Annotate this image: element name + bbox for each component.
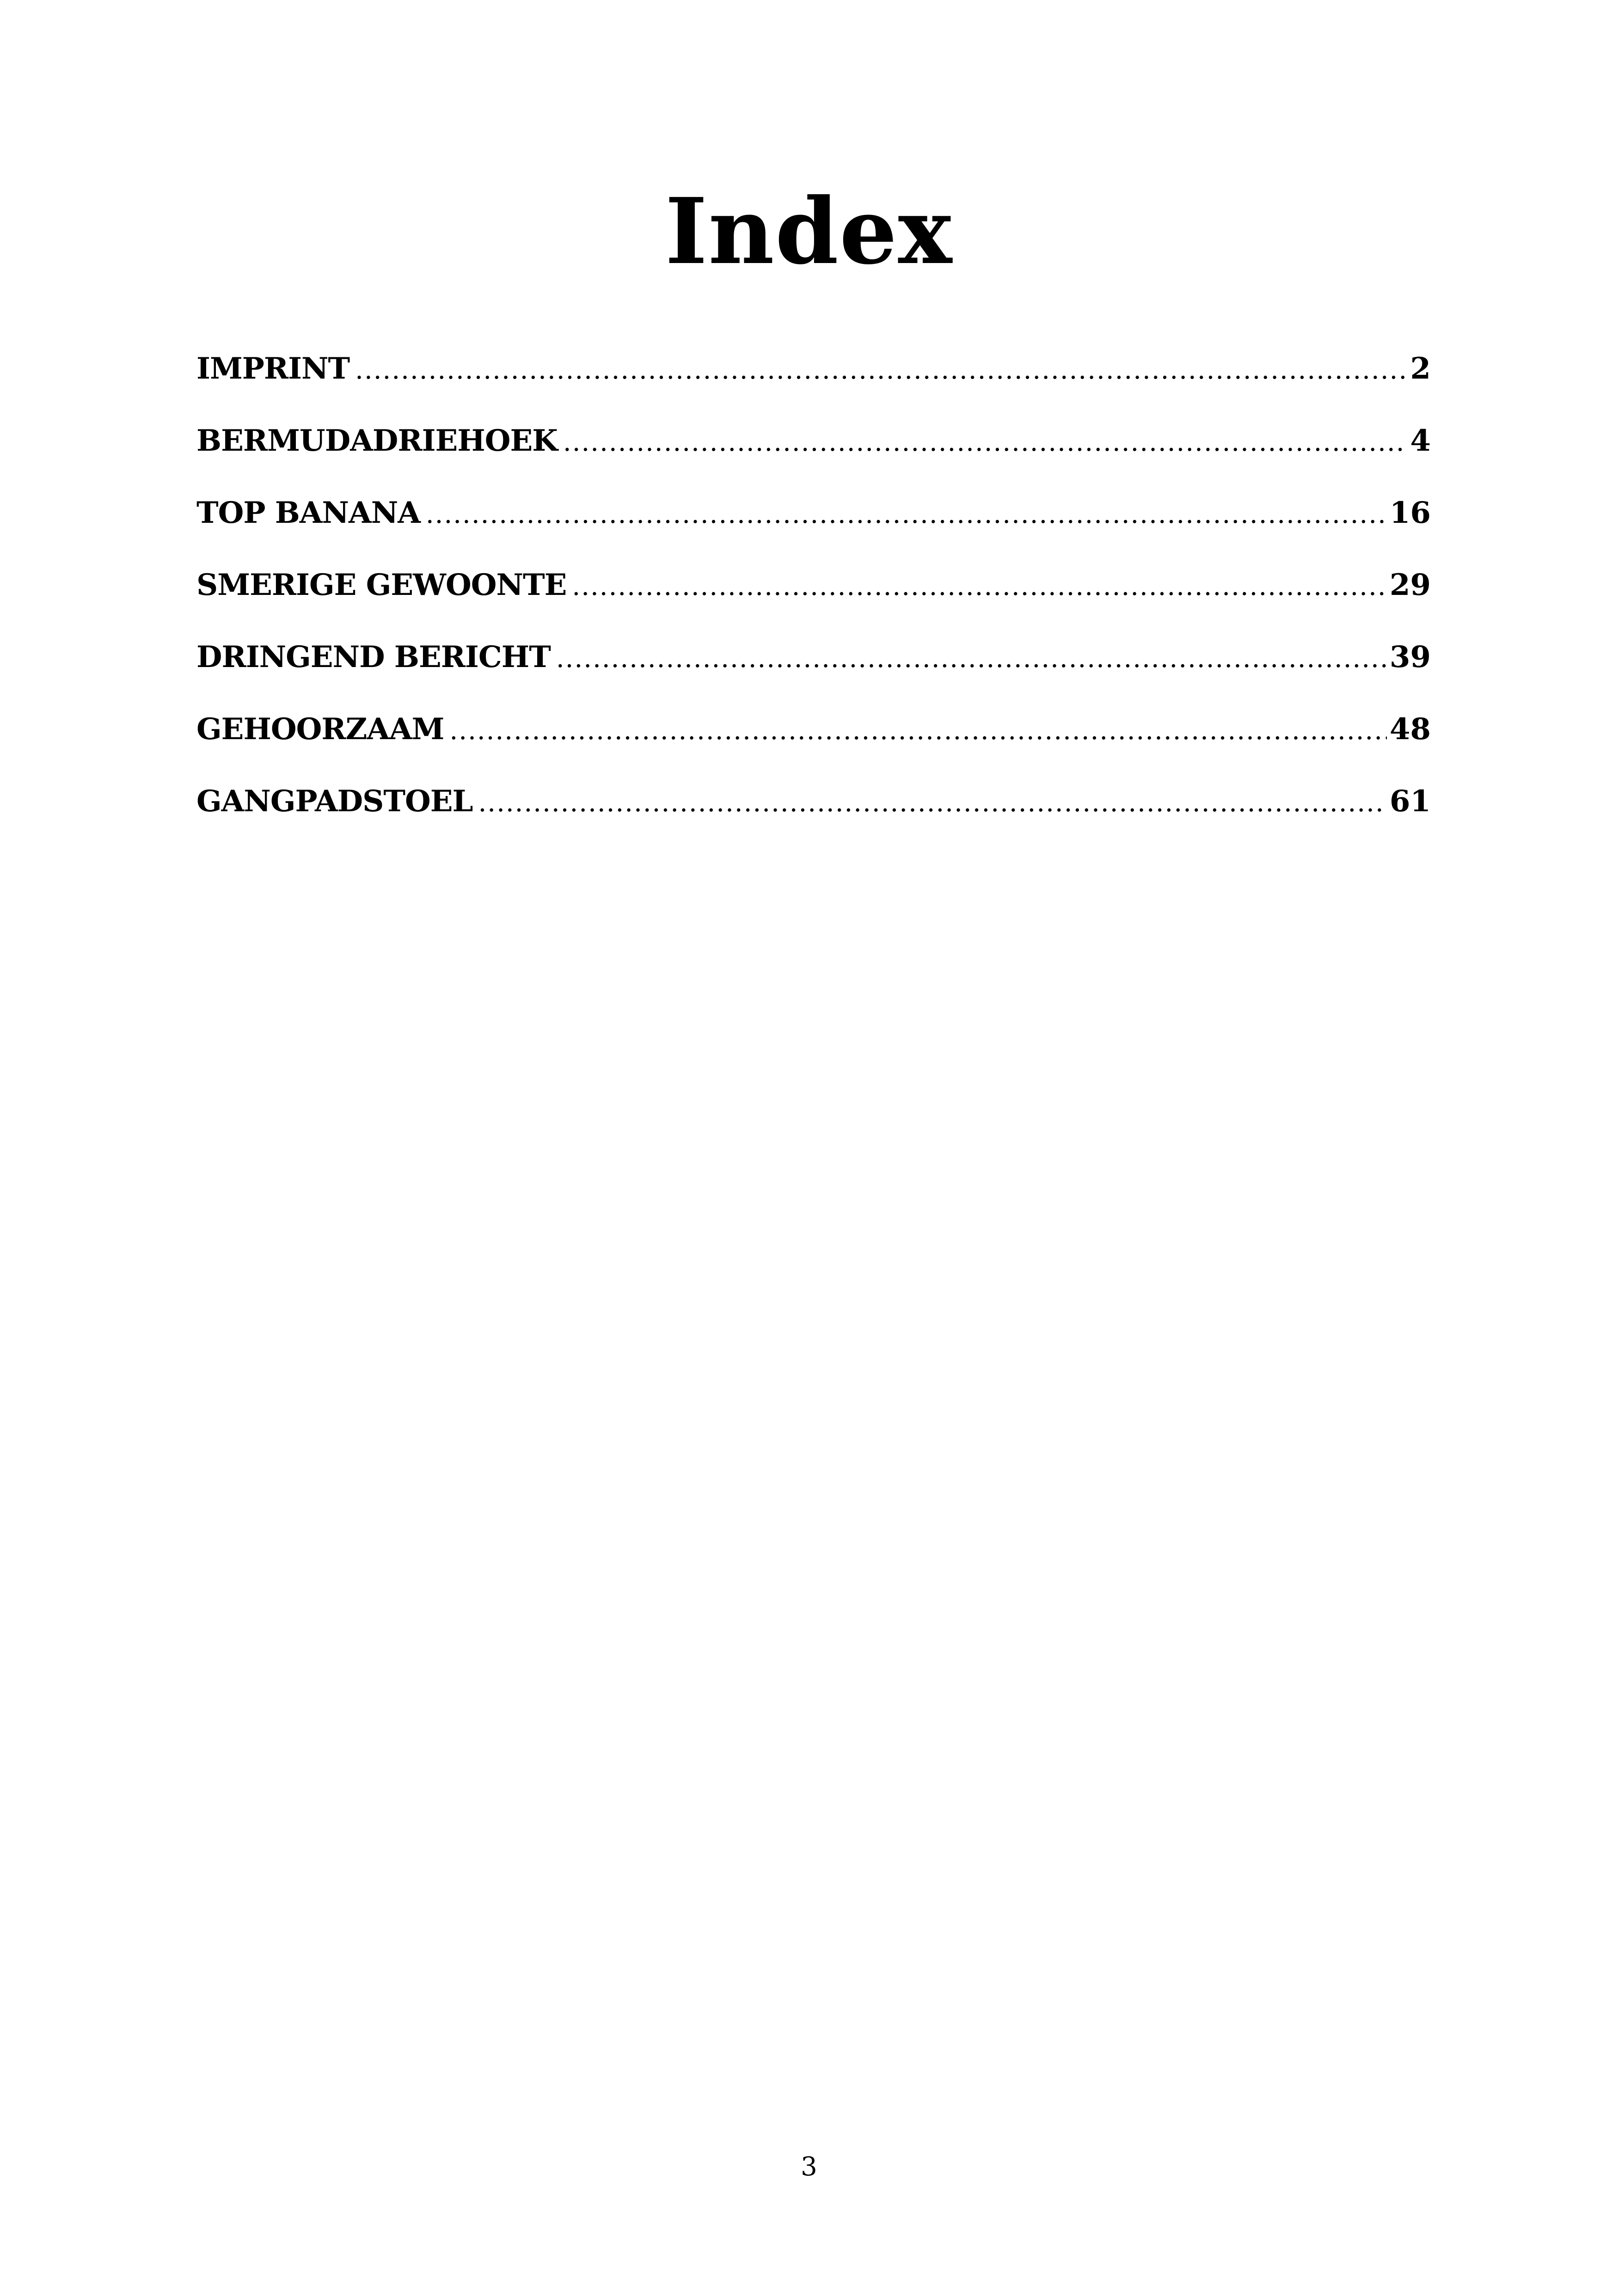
dot-leader xyxy=(478,788,1386,818)
toc-entry-page-number: 4 xyxy=(1410,423,1431,458)
dot-leader xyxy=(355,355,1407,385)
dot-leader xyxy=(572,571,1387,601)
toc-entry-page-number: 16 xyxy=(1389,496,1431,530)
toc-entry-gangpadstoel[interactable] xyxy=(196,784,1431,856)
toc-entry-label: DRINGEND BERICHT xyxy=(196,640,551,674)
toc-entry-bermudadriehoek[interactable] xyxy=(196,423,1431,496)
dot-leader xyxy=(426,499,1387,529)
toc-entry-gehoorzaam[interactable] xyxy=(196,712,1431,784)
toc-entry-label: GEHOORZAAM xyxy=(196,712,444,747)
toc-entry-label: IMPRINT xyxy=(196,351,350,386)
toc-entry-label: SMERIGE GEWOONTE xyxy=(196,568,567,602)
dot-leader xyxy=(556,643,1387,673)
page-title: Index xyxy=(665,178,953,285)
toc-entry-page-number: 61 xyxy=(1389,784,1431,819)
toc-entry-page-number: 2 xyxy=(1410,351,1431,386)
toc-entry-imprint[interactable] xyxy=(196,351,1431,423)
toc-entry-page-number: 39 xyxy=(1389,640,1431,674)
toc-entry-label: GANGPADSTOEL xyxy=(196,784,473,819)
toc-entry-page-number: 29 xyxy=(1389,568,1431,602)
toc-entry-label: TOP BANANA xyxy=(196,496,420,530)
dot-leader xyxy=(563,427,1408,457)
toc-entry-label: BERMUDADRIEHOEK xyxy=(196,423,558,458)
toc-entry-smerige-gewoonte[interactable] xyxy=(196,568,1431,640)
toc-entry-dringend-bericht[interactable] xyxy=(196,640,1431,712)
dot-leader xyxy=(449,716,1386,746)
toc-entry-page-number: 48 xyxy=(1389,712,1431,747)
toc-entry-top-banana[interactable] xyxy=(196,496,1431,568)
table-of-contents xyxy=(196,351,1431,856)
page-footer-number: 3 xyxy=(801,2152,817,2182)
